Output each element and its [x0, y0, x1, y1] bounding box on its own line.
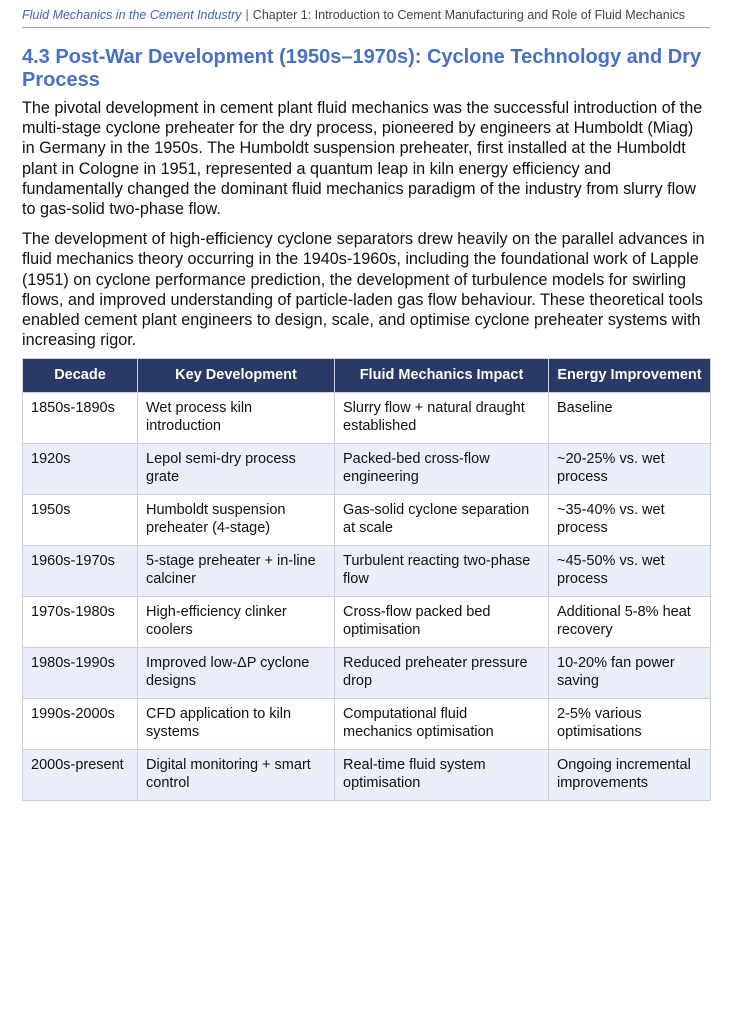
cell-decade: 1950s — [23, 495, 138, 546]
table-row — [23, 495, 711, 546]
table-row — [23, 597, 711, 648]
header-decade: Decade — [23, 359, 138, 393]
paragraph-1: The pivotal development in cement plant fluid mechanics was the successful introduction of the multi-stage cyclone preheater for the dry process, pioneered by engineers at Humboldt (Miag) in Germany in the 1950s. The Humboldt suspension preheater, first installed at the Humboldt plant in Cologne in 1951, represented a quantum leap in kiln energy efficiency and fundamentally changed the dominant fluid mechanics paradigm of the industry from slurry flow to gas-solid two-phase flow. — [22, 99, 703, 219]
header-key-development: Key Development — [138, 359, 335, 393]
table-row — [23, 444, 711, 495]
running-header — [22, 8, 710, 28]
table-row — [23, 546, 711, 597]
cell-key-development: Digital monitoring + smart control — [138, 750, 335, 801]
cell-impact: Slurry flow + natural draught established — [335, 393, 549, 444]
cell-key-development: High-efficiency clinker coolers — [138, 597, 335, 648]
cell-impact: Real-time fluid system optimisation — [335, 750, 549, 801]
header-energy-improvement: Energy Improvement — [549, 359, 711, 393]
cell-impact: Computational fluid mechanics optimisation — [335, 699, 549, 750]
cell-key-development: Wet process kiln introduction — [138, 393, 335, 444]
development-table — [22, 358, 711, 801]
document-page — [22, 0, 710, 801]
cell-key-development: 5-stage preheater + in-line calciner — [138, 546, 335, 597]
table-header-row — [23, 359, 711, 393]
cell-decade: 2000s-present — [23, 750, 138, 801]
cell-decade: 1970s-1980s — [23, 597, 138, 648]
cell-energy: ~45-50% vs. wet process — [549, 546, 711, 597]
cell-energy: Baseline — [549, 393, 711, 444]
cell-decade: 1920s — [23, 444, 138, 495]
cell-energy: Additional 5-8% heat recovery — [549, 597, 711, 648]
cell-decade: 1990s-2000s — [23, 699, 138, 750]
section-title: 4.3 Post-War Development (1950s–1970s): Cyclone Technology and Dry Process — [22, 46, 702, 91]
table-row — [23, 648, 711, 699]
table-row — [23, 393, 711, 444]
cell-impact: Gas-solid cyclone separation at scale — [335, 495, 549, 546]
cell-key-development: Improved low-ΔP cyclone designs — [138, 648, 335, 699]
paragraph-2: The development of high-efficiency cyclone separators drew heavily on the parallel advances in fluid mechanics theory occurring in the 1940s-1960s, including the foundational work of Lapple (1951) on cyclone performance prediction, the development of turbulence models for swirling flows, and improved understanding of particle-laden gas flow behaviour. These theoretical tools enabled cement plant engineers to design, scale, and optimise cyclone preheater systems with increasing rigor. — [22, 230, 705, 350]
cell-key-development: CFD application to kiln systems — [138, 699, 335, 750]
cell-impact: Turbulent reacting two-phase flow — [335, 546, 549, 597]
header-fluid-mechanics-impact: Fluid Mechanics Impact — [335, 359, 549, 393]
cell-decade: 1850s-1890s — [23, 393, 138, 444]
book-title: Fluid Mechanics in the Cement Industry — [22, 8, 242, 22]
cell-impact: Reduced preheater pressure drop — [335, 648, 549, 699]
chapter-title: Chapter 1: Introduction to Cement Manufacturing and Role of Fluid Mechanics — [252, 8, 685, 22]
table-row — [23, 750, 711, 801]
cell-impact: Cross-flow packed bed optimisation — [335, 597, 549, 648]
cell-impact: Packed-bed cross-flow engineering — [335, 444, 549, 495]
cell-key-development: Lepol semi-dry process grate — [138, 444, 335, 495]
cell-energy: ~20-25% vs. wet process — [549, 444, 711, 495]
cell-energy: 10-20% fan power saving — [549, 648, 711, 699]
cell-key-development: Humboldt suspension preheater (4-stage) — [138, 495, 335, 546]
header-separator: | — [245, 8, 249, 22]
table-row — [23, 699, 711, 750]
cell-energy: 2-5% various optimisations — [549, 699, 711, 750]
cell-decade: 1980s-1990s — [23, 648, 138, 699]
cell-decade: 1960s-1970s — [23, 546, 138, 597]
cell-energy: Ongoing incremental improvements — [549, 750, 711, 801]
cell-energy: ~35-40% vs. wet process — [549, 495, 711, 546]
